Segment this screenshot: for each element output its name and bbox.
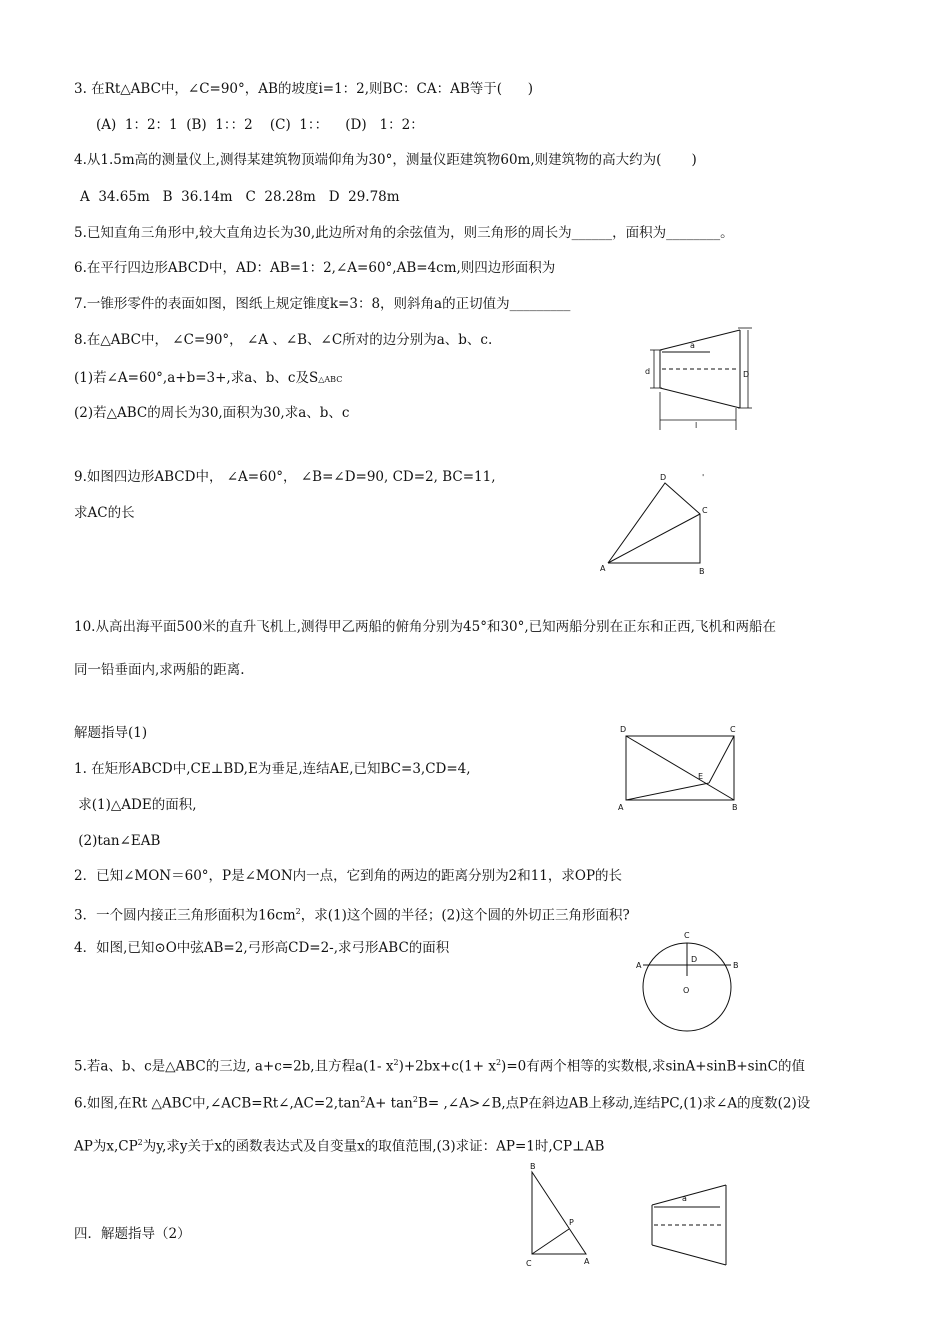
cone2-label-a: a <box>682 1194 687 1203</box>
g3-text-a: 3．一个圆内接正三角形面积为16cm <box>74 907 296 924</box>
rect-label-C: C <box>730 725 736 734</box>
q3-text: 3. 在Rt△ABC中，∠C=90°，AB的坡度i=1：2,则BC：CA：AB等于( ) <box>74 81 534 97</box>
circle-label-C: C <box>684 931 690 940</box>
q7-text: 7.一锥形零件的表面如图，图纸上规定锥度k=3：8，则斜角a的正切值为_________ <box>74 296 571 312</box>
q10-text: 10.从高出海平面500米的直升飞机上,测得甲乙两船的俯角分别为45°和30°,已知两船分别在正东和正西,飞机和两船在 <box>74 619 776 635</box>
q9-text: 9.如图四边形ABCD中， ∠A=60°， ∠B=∠D=90, CD=2, BC=11, <box>74 469 496 485</box>
quad-label-C: C <box>702 506 708 515</box>
q10-text-cont: 同一铅垂面内,求两船的距离. <box>74 662 245 678</box>
g6-b: A+ tan <box>365 1095 413 1112</box>
g6-text-cont <box>74 1134 604 1156</box>
circle-label-A: A <box>636 961 642 970</box>
cone-label-a: a <box>690 341 695 350</box>
g1-ask2: (2)tan∠EAB <box>74 833 161 849</box>
q3-options: (A) 1：2：1 (B) 1：：2 (C) 1：： (D) 1：2： <box>96 117 424 133</box>
g6-sup1: 2 <box>360 1095 366 1104</box>
circle-label-O: O <box>683 986 690 995</box>
tri-label-A: A <box>584 1257 590 1266</box>
q8-part1 <box>74 369 342 389</box>
g6-d: AP为x,CP <box>74 1138 138 1155</box>
circle-label-B: B <box>733 961 739 970</box>
q4-options: A 34.65m B 36.14m C 28.28m D 29.78m <box>80 189 400 205</box>
rect-label-E: E <box>698 772 704 781</box>
g6-a: 6.如图,在Rt △ABC中,∠ACB=Rt∠,AC=2,tan <box>74 1095 361 1112</box>
g5-text <box>74 1054 805 1076</box>
g1-ask1: 求(1)△ADE的面积, <box>74 797 197 813</box>
quad-tick: ' <box>702 473 705 482</box>
q8-subscript: △ABC <box>318 375 343 384</box>
g3-text <box>74 903 630 925</box>
cone-figure <box>640 322 770 437</box>
g5-sup1: 2 <box>393 1058 399 1067</box>
circle-label-D: D <box>691 955 698 964</box>
q5-text: 5.已知直角三角形中,较大直角边长为30,此边所对角的余弦值为，则三角形的周长为______，面积为________。 <box>74 225 734 241</box>
g5-a: 5.若a、b、c是△ABC的三边, a+c=2b,且方程a(1- x <box>74 1058 394 1075</box>
section-guide-2: 四．解题指导（2） <box>74 1226 191 1242</box>
g6-text <box>74 1091 810 1113</box>
q9-ask: 求AC的长 <box>74 505 135 521</box>
circle-figure <box>630 926 745 1046</box>
rect-label-D: D <box>620 725 627 734</box>
quadrilateral-figure <box>596 468 716 583</box>
rect-label-B: B <box>732 803 738 812</box>
right-triangle-figure <box>522 1162 602 1272</box>
tri-label-C: C <box>526 1259 532 1268</box>
q8-part1-text: (1)若∠A=60°,a+b=3+,求a、b、c及S <box>74 370 319 386</box>
g3-text-b: ，求(1)这个圆的半径；(2)这个圆的外切正三角形面积? <box>300 907 630 924</box>
g1-text: 1. 在矩形ABCD中,CE⊥BD,E为垂足,连结AE,已知BC=3,CD=4, <box>74 761 471 777</box>
tri-label-B: B <box>530 1162 536 1171</box>
g6-c: B= ,∠A>∠B,点P在斜边AB上移动,连结PC,(1)求∠A的度数(2)设 <box>417 1095 811 1112</box>
q8-part2: (2)若△ABC的周长为30,面积为30,求a、b、c <box>74 405 350 421</box>
quad-label-D: D <box>660 473 667 482</box>
g5-b: )+2bx+c(1+ x <box>398 1058 496 1075</box>
q4-text: 4.从1.5m高的测量仪上,测得某建筑物顶端仰角为30°，测量仪距建筑物60m,则建筑物的高大约为( ) <box>74 152 697 168</box>
g6-e: 为y,求y关于x的函数表达式及自变量x的取值范围,(3)求证：AP=1时,CP⊥AB <box>142 1138 605 1155</box>
cone-label-D: D <box>743 370 750 379</box>
q8-text: 8.在△ABC中， ∠C=90°， ∠A 、∠B、∠C所对的边分别为a、b、c. <box>74 332 493 348</box>
tri-label-P: P <box>569 1218 574 1227</box>
quad-label-A: A <box>600 564 606 573</box>
g2-text: 2．已知∠MON＝60°，P是∠MON内一点，它到角的两边的距离分别为2和11，求OP的长 <box>74 868 623 884</box>
g4-text: 4．如图,已知⊙O中弦AB=2,弓形高CD=2-,求弓形ABC的面积 <box>74 940 450 956</box>
quad-label-B: B <box>699 567 705 576</box>
g6-sup2: 2 <box>412 1095 418 1104</box>
cone-label-l: l <box>695 421 698 430</box>
g5-sup2: 2 <box>495 1058 502 1067</box>
g5-c: )=0有两个相等的实数根,求sinA+sinB+sinC的值 <box>501 1058 805 1075</box>
cone-figure-2 <box>642 1175 742 1275</box>
q6-text: 6.在平行四边形ABCD中，AD：AB=1：2,∠A=60°,AB=4cm,则四边形面积为 <box>74 260 556 276</box>
section-guide-1: 解题指导(1) <box>74 725 148 741</box>
cone-label-d: d <box>645 367 651 376</box>
rect-label-A: A <box>618 803 624 812</box>
rectangle-figure <box>614 722 749 817</box>
g3-sup: 2 <box>295 907 301 916</box>
g6-sup3: 2 <box>137 1138 143 1147</box>
